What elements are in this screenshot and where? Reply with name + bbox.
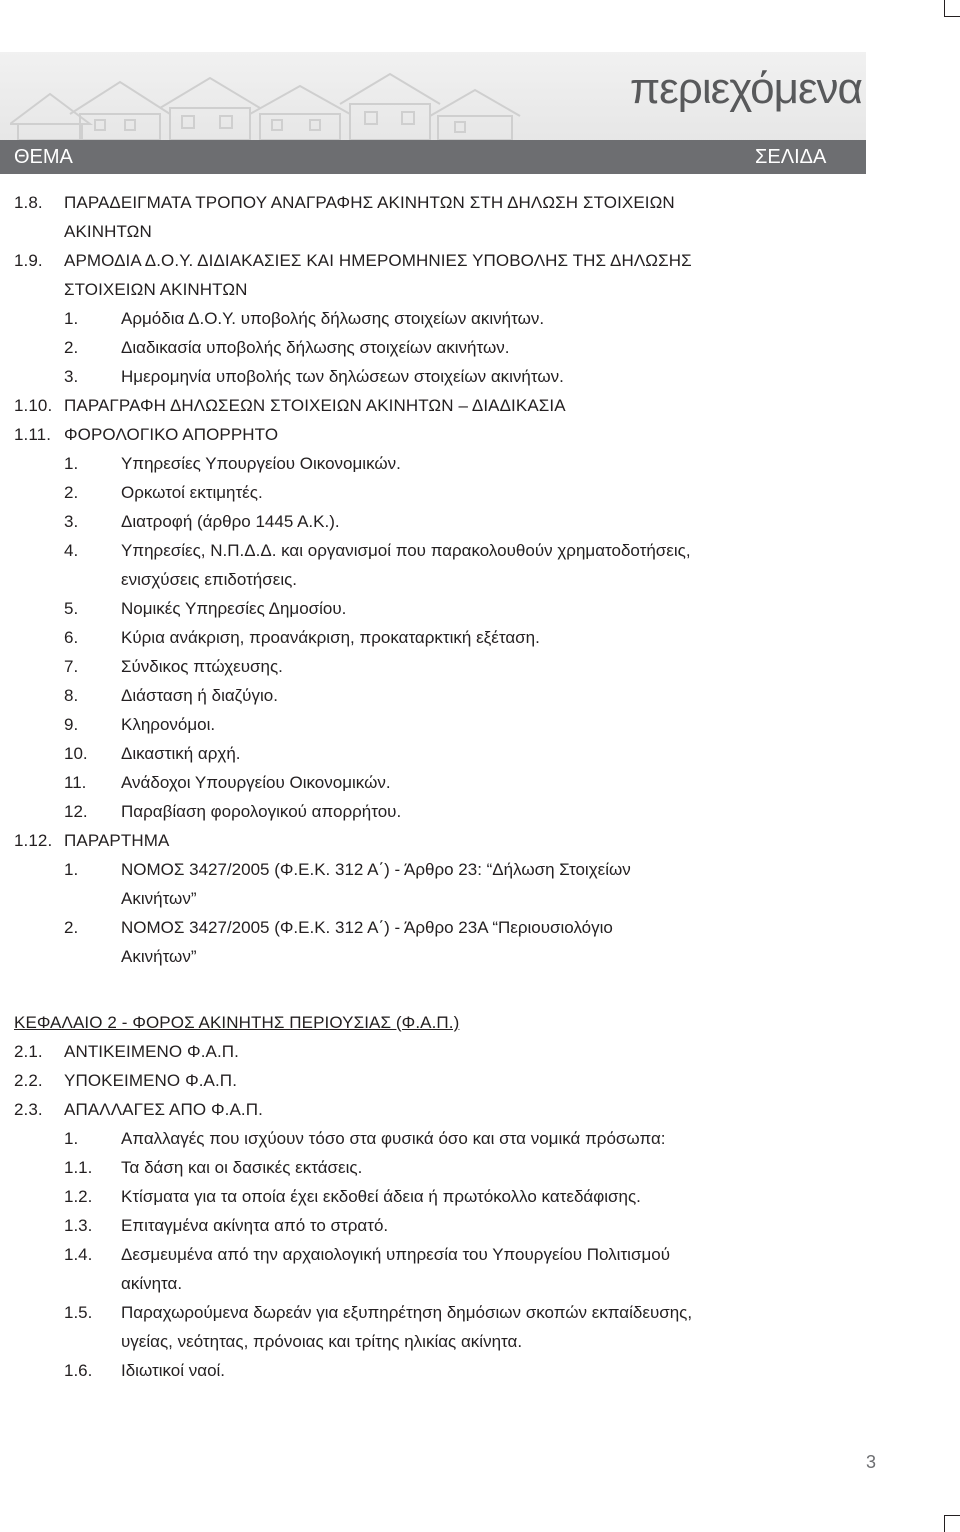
entry-text: ΠΑΡΑΔΕΙΓΜΑΤΑ ΤΡΟΠΟΥ ΑΝΑΓΡΑΦΗΣ ΑΚΙΝΗΤΩΝ ΣΤΗ ΔΗΛΩΣΗ ΣΤΟΙΧΕΙΩΝ [64,193,675,212]
entry-text: ΣΤΟΙΧΕΙΩΝ ΑΚΙΝΗΤΩΝ [64,280,248,299]
entry-number: 1.8. [14,193,43,212]
topic-column-label: ΘΕΜΑ [14,146,73,168]
entry-text: Απαλλαγές που ισχύουν τόσο στα φυσικά όσο και στα νομικά πρόσωπα: [121,1129,666,1148]
entry-text: Υπηρεσίες Υπουργείου Οικονομικών. [121,454,401,473]
crop-mark [944,0,945,16]
entry-text: ΑΝΤΙΚΕΙΜΕΝΟ Φ.Α.Π. [64,1042,239,1061]
entry-text: Παραβίαση φορολογικού απορρήτου. [121,802,402,821]
entry-text: Ακινήτων” [121,947,197,966]
crop-mark [944,16,960,17]
entry-number: 3. [64,512,79,531]
entry-text: Παραχωρούμενα δωρεάν για εξυπηρέτηση δημόσιων σκοπών εκπαίδευσης, [121,1303,693,1322]
entry-number: 12. [64,802,88,821]
entry-number: 6. [64,628,79,647]
entry-text: ΝΟΜΟΣ 3427/2005 (Φ.Ε.Κ. 312 Α΄) - Άρθρο 23: “Δήλωση Στοιχείων [121,860,631,879]
entry-number: 1. [64,309,79,328]
entry-text: υγείας, νεότητας, πρόνοιας και τρίτης ηλικίας ακίνητα. [121,1332,523,1351]
entry-number: 11. [64,773,87,792]
entry-number: 7. [64,657,79,676]
entry-number: 1.5. [64,1303,93,1322]
entry-number: 5. [64,599,79,618]
entry-text: Ακινήτων” [121,889,197,908]
entry-number: 1.1. [64,1158,93,1177]
entry-number: 1.11. [14,425,52,444]
entry-text: Αρμόδια Δ.Ο.Υ. υποβολής δήλωσης στοιχείων ακινήτων. [121,309,545,328]
houses-illustration [10,64,530,140]
entry-text: Δεσμευμένα από την αρχαιολογική υπηρεσία του Υπουργείου Πολιτισμού [121,1245,670,1264]
entry-number: 1.10. [14,396,53,415]
entry-text: Τα δάση και οι δασικές εκτάσεις. [121,1158,363,1177]
entry-number: 4. [64,541,79,560]
entry-text: Διάσταση ή διαζύγιο. [121,686,278,705]
entry-number: 8. [64,686,79,705]
entry-text: ακίνητα. [121,1274,183,1293]
entry-text: Σύνδικος πτώχευσης. [121,657,283,676]
entry-number: 1. [64,860,79,879]
chapter-title: ΚΕΦΑΛΑΙΟ 2 - ΦΟΡΟΣ ΑΚΙΝΗΤΗΣ ΠΕΡΙΟΥΣΙΑΣ (Φ.Α.Π.) [14,1013,460,1032]
entry-text: ΦΟΡΟΛΟΓΙΚΟ ΑΠΟΡΡΗΤΟ [64,425,279,444]
entry-text: Δικαστική αρχή. [121,744,241,763]
entry-text: ΝΟΜΟΣ 3427/2005 (Φ.Ε.Κ. 312 Α΄) - Άρθρο 23Α “Περιουσιολόγιο [121,918,613,937]
entry-number: 3. [64,367,79,386]
entry-number: 2.2. [14,1071,43,1090]
page-number: 3 [866,1452,877,1472]
entry-text: Κύρια ανάκριση, προανάκριση, προκαταρκτική εξέταση. [121,628,540,647]
entry-text: Διατροφή (άρθρο 1445 Α.Κ.). [121,512,340,531]
crop-mark [944,1515,960,1516]
entry-number: 1. [64,454,79,473]
entry-text: ΥΠΟΚΕΙΜΕΝΟ Φ.Α.Π. [64,1071,238,1090]
entry-text: Νομικές Υπηρεσίες Δημοσίου. [121,599,347,618]
entry-text: ΠΑΡΑΡΤΗΜΑ [64,831,170,850]
entry-text: ΠΑΡΑΓΡΑΦΗ ΔΗΛΩΣΕΩΝ ΣΤΟΙΧΕΙΩΝ ΑΚΙΝΗΤΩΝ – ΔΙΑΔΙΚΑΣΙΑ [64,396,566,415]
entry-number: 10. [64,744,88,763]
entry-text: Ιδιωτικοί ναοί. [121,1361,226,1380]
entry-number: 2. [64,918,79,937]
entry-text: ΑΠΑΛΛΑΓΕΣ ΑΠΟ Φ.Α.Π. [64,1100,263,1119]
entry-number: 1.6. [64,1361,93,1380]
column-header-bar [0,140,866,174]
entry-number: 9. [64,715,79,734]
entry-number: 1.4. [64,1245,93,1264]
entry-number: 2.1. [14,1042,43,1061]
entry-text: Ημερομηνία υποβολής των δηλώσεων στοιχείων ακινήτων. [121,367,564,386]
entry-number: 1.2. [64,1187,93,1206]
crop-mark [944,1516,945,1532]
entry-text: Κληρονόμοι. [121,715,216,734]
entry-text: Επιταγμένα ακίνητα από το στρατό. [121,1216,389,1235]
page-title: περιεχόμενα [629,64,862,113]
entry-text: Ανάδοχοι Υπουργείου Οικονομικών. [121,773,391,792]
entry-number: 1.9. [14,251,43,270]
entry-text: ΑΚΙΝΗΤΩΝ [64,222,152,241]
page-column-label: ΣΕΛΙΔΑ [755,146,827,168]
entry-text: Υπηρεσίες, Ν.Π.Δ.Δ. και οργανισμοί που παρακολουθούν χρηματοδοτήσεις, [121,541,691,560]
entry-number: 2. [64,338,79,357]
entry-number: 1. [64,1129,79,1148]
entry-text: ΑΡΜΟΔΙΑ Δ.Ο.Υ. ΔΙΔΙΑΚΑΣΙΕΣ ΚΑΙ ΗΜΕΡΟΜΗΝΙΕΣ ΥΠΟΒΟΛΗΣ ΤΗΣ ΔΗΛΩΣΗΣ [64,251,692,270]
entry-text: Κτίσματα για τα οποία έχει εκδοθεί άδεια ή πρωτόκολλο κατεδάφισης. [121,1187,641,1206]
entry-text: Διαδικασία υποβολής δήλωσης στοιχείων ακινήτων. [121,338,510,357]
entry-text: ενισχύσεις επιδοτήσεις. [121,570,298,589]
entry-number: 2. [64,483,79,502]
entry-number: 2.3. [14,1100,43,1119]
entry-number: 1.3. [64,1216,93,1235]
entry-text: Ορκωτοί εκτιμητές. [121,483,263,502]
entry-number: 1.12. [14,831,53,850]
